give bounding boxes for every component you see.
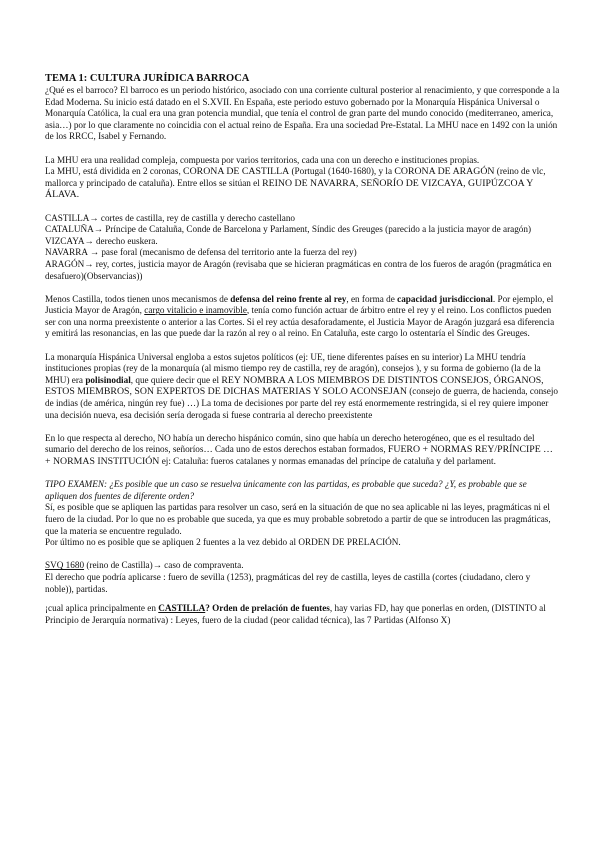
bold-term: polisinodial	[85, 374, 131, 385]
caps-text: REY NOMBRA A LOS MIEMBROS DE DISTINTOS CONSEJOS, ÓRGANOS, ESTOS MIEMBROS, SON EXPERTOS DE DICHAS MATERIAS Y SOLO ACONSEJAN	[45, 374, 544, 398]
underlined-term: cargo vitalicio e inamovible	[144, 305, 247, 316]
defensa-paragraph: Menos Castilla, todos tienen unos mecanismos de defensa del reino frente al rey, en forma de capacidad jurisdiccional. Por ejemplo, el Justicia Mayor de Aragón, cargo vitalicio e inamovible, tenía como función actuar de árbitro entre el rey y el reino. Los conflictos pueden ser con una norma preexistente o anterior a las Cortes. Si el rey actúa desaforadamente, el Justicia Mayor de Aragón juzgará esa diferencia y emitirá las resonancias, en las que puede dar la razón al rey o al reino. En Cataluña, este cargo lo ostentaría el Síndic des Greuges.	[45, 293, 555, 339]
corona-castilla: CORONA DE CASTILLA	[183, 166, 290, 178]
exam-question: TIPO EXAMEN: ¿Es posible que un caso se resuelva únicamente con las partidas, es probable que suceda? ¿Y, es probable que se apliquen dos fuentes de diferente orden?	[45, 479, 527, 501]
list-item: CATALUÑA→ Príncipe de Cataluña, Conde de Barcelona y Parlament, Síndic des Greuges (parecido a la justicia mayor de aragón)	[45, 224, 532, 235]
derecho-paragraph: En lo que respecta al derecho, NO había un derecho hispánico común, sino que había un derecho heterogéneo, que es el resultado del sumario del derecho de los reinos, señoríos… Cada uno de estos derechos estaban formados, FUERO + NORMAS REY/PRÍNCIPE … + NORMAS INSTITUCIÓN ej: Cataluña: fueros catalanes y normas emanadas del príncipe de cataluña y del parlament.	[45, 432, 553, 467]
intro-paragraph: ¿Qué es el barroco? El barroco es un periodo histórico, asociado con una corriente cultural posterior al renacimiento, y que corresponde a la Edad Moderna. Su inicio está datado en el S.XVII. En España, este periodo estuvo gobernado por la Monarquía Hispánica Universal o Monarquía Católica, la cual era una gran potencia mundial, que tenía el control de gran parte del mundo conocido (mediterraneo, america, asia…) por lo que claramente no coincidia con el actual reino de España. Era una sociedad Pre-Estatal. La MHU nace en 1492 con la unión de los RRCC, Isabel y Fernando.	[45, 85, 560, 142]
bold-term: ? Orden de prelación de fuentes	[205, 603, 330, 614]
caps-text: FUERO + NORMAS REY/PRÍNCIPE … + NORMAS INSTITUCIÓN	[45, 444, 553, 467]
bold-term: defensa del reino frente al rey	[230, 293, 347, 304]
underlined-term: CASTILLA	[158, 603, 206, 614]
list-item: NAVARRA → pase foral (mecanismo de defensa del territorio ante la fuerza del rey)	[45, 247, 357, 258]
reino-navarra: REINO DE NAVARRA, SEÑORÍO DE VIZCAYA, GUIPÚZCOA Y ÁLAVA	[45, 177, 533, 201]
prelacion-paragraph: ¡cual aplica principalmente en CASTILLA? Orden de prelación de fuentes, hay varias FD, hay que ponerlas en orden, (DISTINTO al Principio de Jerarquía normativa) : Leyes, fuero de la ciudad (peor calidad técnica), las 7 Partidas (Alfonso X)	[45, 603, 546, 625]
corona-aragon: CORONA DE ARAGÓN	[394, 166, 495, 178]
exam-answer: Sí, es posible que se apliquen las partidas para resolver un caso, será en la situación de que no sea aplicable ni las leyes, pragmáticas ni el fuero de la ciudad. Por lo que no es probable que suceda, ya que es muy probable sobretodo a partir de que se introducen las pragmáticas, que la materia se encuentre regulado.	[45, 502, 551, 536]
monarquia-paragraph: La monarquía Hispánica Universal engloba a estos sujetos políticos (ej: UE, tiene diferentes países en su interior) La MHU tendría instituciones propias (rey de la monarquía (al mismo tiempo rey de castilla, rey de aragón), consejos ), y su forma de gobierno (la de la MHU) era polisinodial, que quiere decir que el REY NOMBRA A LOS MIEMBROS DE DISTINTOS CONSEJOS, ÓRGANOS, ESTOS MIEMBROS, SON EXPERTOS DE DICHAS MATERIAS Y SOLO ACONSEJAN (consejo de guerra, de hacienda, consejo de indias (de américa, ningún rey fue) …) La toma de decisiones por parte del rey está enormemente restringida, si el rey quiere imponer una decisión nueva, esa decisión sería derogada si fuese contraria al derecho preexistente	[45, 351, 558, 420]
list-item: CASTILLA→ cortes de castilla, rey de castilla y derecho castellano	[45, 212, 296, 223]
document-page	[45, 72, 560, 626]
case-heading: SVQ 1680 (reino de Castilla)→ caso de compraventa.	[45, 560, 244, 571]
bold-term: capacidad jurisdiccional	[397, 293, 493, 304]
list-item: VIZCAYA→ derecho euskera.	[45, 235, 158, 246]
underlined-term: SVQ 1680	[45, 560, 85, 571]
mhu-paragraph-a: La MHU era una realidad compleja, compuesta por varios territorios, cada una con un derecho e instituciones propias.	[45, 154, 480, 165]
mhu-paragraph-b: La MHU, está dividida en 2 coronas, CORONA DE CASTILLA (Portugal (1640-1680), y la CORONA DE ARAGÓN (reino de vlc, mallorca y principado de cataluña). Entre ellos se sitúan el REINO DE NAVARRA, SEÑORÍO DE VIZCAYA, GUIPÚZCOA Y ÁLAVA.	[45, 166, 546, 201]
document-title: TEMA 1: CULTURA JURÍDICA BARROCA	[45, 73, 250, 84]
list-item: ARAGÓN→ rey, cortes, justicia mayor de Aragón (revisaba que se hicieran pragmáticas en contra de los fueros de aragón (pragmática en desafuero)(Observancias))	[45, 258, 552, 281]
exam-conclusion: Por último no es posible que se apliquen 2 fuentes a la vez debido al ORDEN DE PRELACIÓN.	[45, 537, 401, 548]
case-body: El derecho que podría aplicarse : fuero de sevilla (1253), pragmáticas del rey de castilla, leyes de castilla (cortes (ciudadano, clero y noble)), partidas.	[45, 571, 531, 594]
